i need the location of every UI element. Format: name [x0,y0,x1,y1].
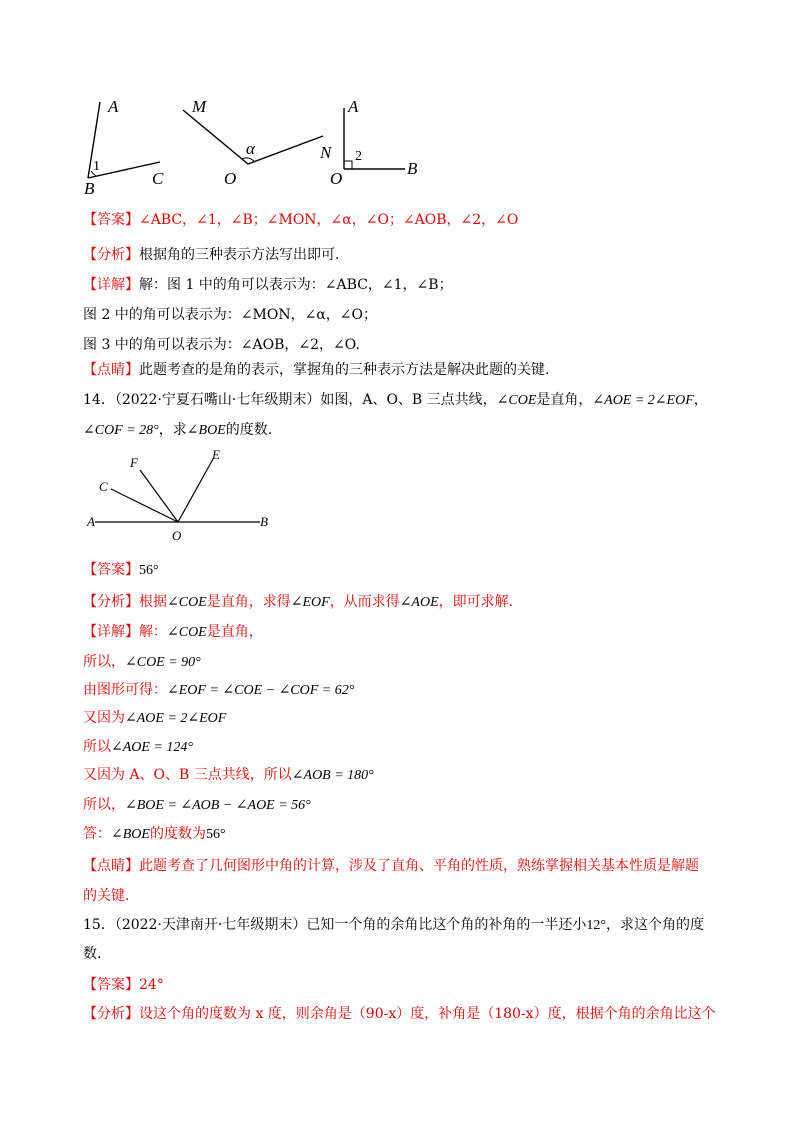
label-C: C [99,479,108,494]
label-C: C [152,169,164,188]
label-M: M [192,97,207,116]
label-1: 1 [93,159,100,174]
q14-analysis: 【分析】根据∠COE是直角，求得∠EOF，从而求得∠AOE，即可求解. [83,594,514,610]
label-O3: O [330,169,343,188]
ray-ON [248,136,323,164]
q15-stem-line1: 15．（2022·天津南开·七年级期末）已知一个角的余角比这个角的补角的一半还小12°，求这个角的度 [83,917,704,933]
q13-detail: 【详解】解：图 1 中的角可以表示为：∠ABC，∠1，∠B； [83,277,453,293]
q13-detail-line3: 图 3 中的角可以表示为：∠AOB，∠2，∠O. [83,337,360,353]
q14-comment-line2: 的关键. [83,888,130,904]
label-N: N [320,143,332,162]
label-B: B [260,514,268,529]
label-F: F [130,455,138,470]
q15-answer: 【答案】24° [83,977,164,993]
label-O2: O [224,169,237,188]
ray-OM [183,110,248,164]
ray-OE [178,459,213,522]
q14-step5: 又因为 A、O、B 三点共线，所以∠AOB = 180° [83,767,374,783]
q14-detail: 【详解】解：∠COE是直角， [83,624,263,640]
label-alpha: α [246,139,255,158]
q13-answer: 【答案】∠ABC，∠1，∠B；∠MON，∠α，∠O；∠AOB，∠2，∠O [83,212,519,228]
q14-step6: 所以，∠BOE = ∠AOB − ∠AOE = 56° [83,797,311,813]
q14-answer: 【答案】56° [83,562,159,578]
q14-step2: 由图形可得：∠EOF = ∠COE − ∠COF = 62° [83,682,355,698]
label-O: O [172,528,182,543]
label-2: 2 [355,149,362,164]
q13-comment: 【点睛】此题考查的是角的表示，掌握角的三种表示方法是解决此题的关键. [83,362,550,378]
q15-analysis: 【分析】设这个角的度数为 x 度，则余角是（90-x）度，补角是（180-x）度，根据个角的余角比这个 [83,1006,716,1022]
figure-angle-diagrams [80,90,440,198]
q14-stem-line1: 14．（2022·宁夏石嘴山·七年级期末）如图，A、O、B 三点共线，∠COE是直角，∠AOE = 2∠EOF， [83,392,708,408]
label-A3: A [348,97,359,116]
q13-analysis: 【分析】根据角的三种表示方法写出即可. [83,247,340,263]
label-B3: B [407,159,418,178]
label-A: A [87,514,95,529]
right-angle-mark [344,161,352,169]
label-A: A [108,97,119,116]
label-B: B [84,179,95,198]
ray-OF [140,470,178,522]
figure-q14 [85,445,285,545]
q14-step4: 所以∠AOE = 124° [83,739,193,755]
q14-step3: 又因为∠AOE = 2∠EOF [83,710,227,726]
q14-stem-line2: ∠COF = 28°，求∠BOE的度数. [83,422,273,438]
q15-stem-line2: 数. [83,946,102,962]
q13-detail-line2: 图 2 中的角可以表示为：∠MON，∠α，∠O； [83,307,377,323]
q14-conclusion: 答：∠BOE的度数为56° [83,826,226,842]
ray-OC [111,489,178,522]
label-E: E [212,447,220,462]
q14-step1: 所以，∠COE = 90° [83,654,201,670]
q14-comment-line1: 【点睛】此题考查了几何图形中角的计算，涉及了直角、平角的性质，熟练掌握相关基本性质是解题 [83,858,699,874]
